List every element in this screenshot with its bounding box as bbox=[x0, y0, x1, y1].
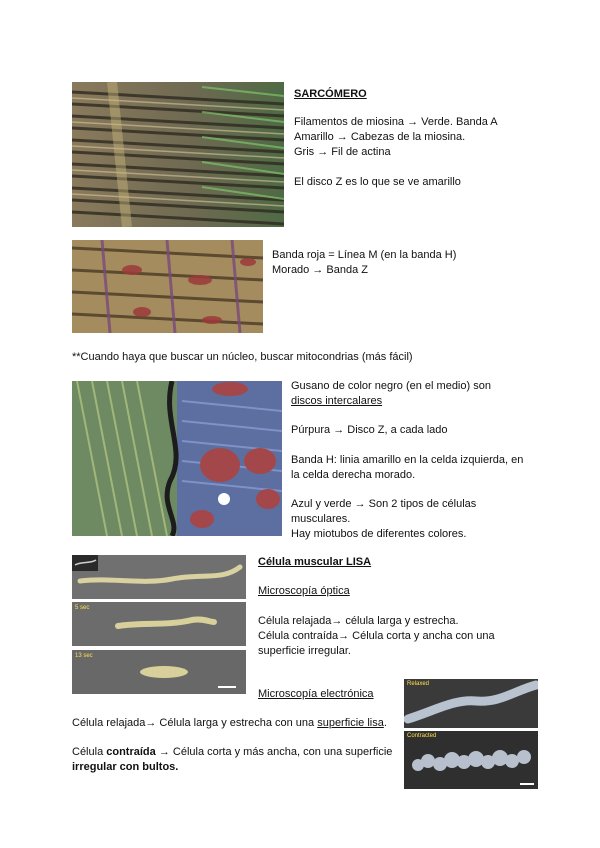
text-line: irregular con bultos. bbox=[72, 761, 179, 773]
sarcomere-micrograph bbox=[72, 82, 284, 227]
em-label: Contracted bbox=[407, 733, 437, 739]
text-segment-underlined: superficie lisa bbox=[317, 717, 384, 729]
text-line bbox=[72, 716, 387, 731]
text-line: superficie irregular. bbox=[258, 645, 351, 657]
smooth-muscle-title: Célula muscular LISA bbox=[258, 556, 372, 568]
text-line: Célula contraída→ Célula corta y ancha con una bbox=[258, 630, 495, 642]
em-label: Relaxed bbox=[407, 681, 430, 687]
optical-micrograph-5sec bbox=[72, 602, 246, 646]
sarcomere-title: SARCÓMERO bbox=[294, 88, 367, 100]
text-line: El disco Z es lo que se ve amarillo bbox=[294, 176, 461, 188]
text-line: la celda derecha morado. bbox=[291, 469, 416, 481]
m-line-micrograph bbox=[72, 240, 263, 333]
text-segment: . bbox=[383, 717, 387, 729]
electron-heading: Microscopía electrónica bbox=[258, 688, 374, 700]
time-label: 5 sec bbox=[75, 605, 90, 611]
optical-micrograph-13sec bbox=[72, 650, 246, 694]
time-label: 13 sec bbox=[75, 653, 93, 659]
text-line: Banda H: linia amarillo en la celda izquierda, en bbox=[291, 454, 524, 466]
text-line: Púrpura → Disco Z, a cada lado bbox=[291, 424, 448, 436]
note-text: **Cuando haya que buscar un núcleo, buscar mitocondrias (más fácil) bbox=[72, 351, 413, 363]
optical-micrograph-relaxed bbox=[72, 555, 246, 599]
text-line: Amarillo → Cabezas de la miosina. bbox=[294, 131, 466, 143]
em-relaxed-micrograph bbox=[404, 679, 538, 728]
text-line: Banda roja = Línea M (en la banda H) bbox=[272, 249, 457, 261]
text-line: Gusano de color negro (en el medio) son bbox=[291, 380, 491, 392]
scale-bar bbox=[218, 686, 236, 688]
text-line: musculares. bbox=[291, 513, 351, 525]
text-segment: → Célula corta y más ancha, con una superficie bbox=[155, 746, 393, 758]
intercalated-disc-micrograph bbox=[72, 381, 282, 536]
text-line: Azul y verde → Son 2 tipos de células bbox=[291, 498, 477, 510]
scale-bar bbox=[520, 783, 534, 785]
text-line: Gris → Fil de actina bbox=[294, 146, 391, 158]
optical-heading: Microscopía óptica bbox=[258, 585, 350, 597]
text-line: Célula relajada→ célula larga y estrecha. bbox=[258, 615, 459, 627]
text-line: Morado → Banda Z bbox=[272, 264, 368, 276]
text-segment: Célula relajada→ Célula larga y estrecha con una bbox=[72, 717, 318, 729]
text-segment-bold: contraída bbox=[106, 746, 156, 758]
text-line bbox=[72, 745, 392, 760]
text-line: Filamentos de miosina → Verde. Banda A bbox=[294, 116, 498, 128]
text-segment: Célula bbox=[72, 746, 107, 758]
text-line: Hay miotubos de diferentes colores. bbox=[291, 528, 467, 540]
em-contracted-micrograph bbox=[404, 731, 538, 789]
text-line: discos intercalares bbox=[291, 395, 383, 407]
